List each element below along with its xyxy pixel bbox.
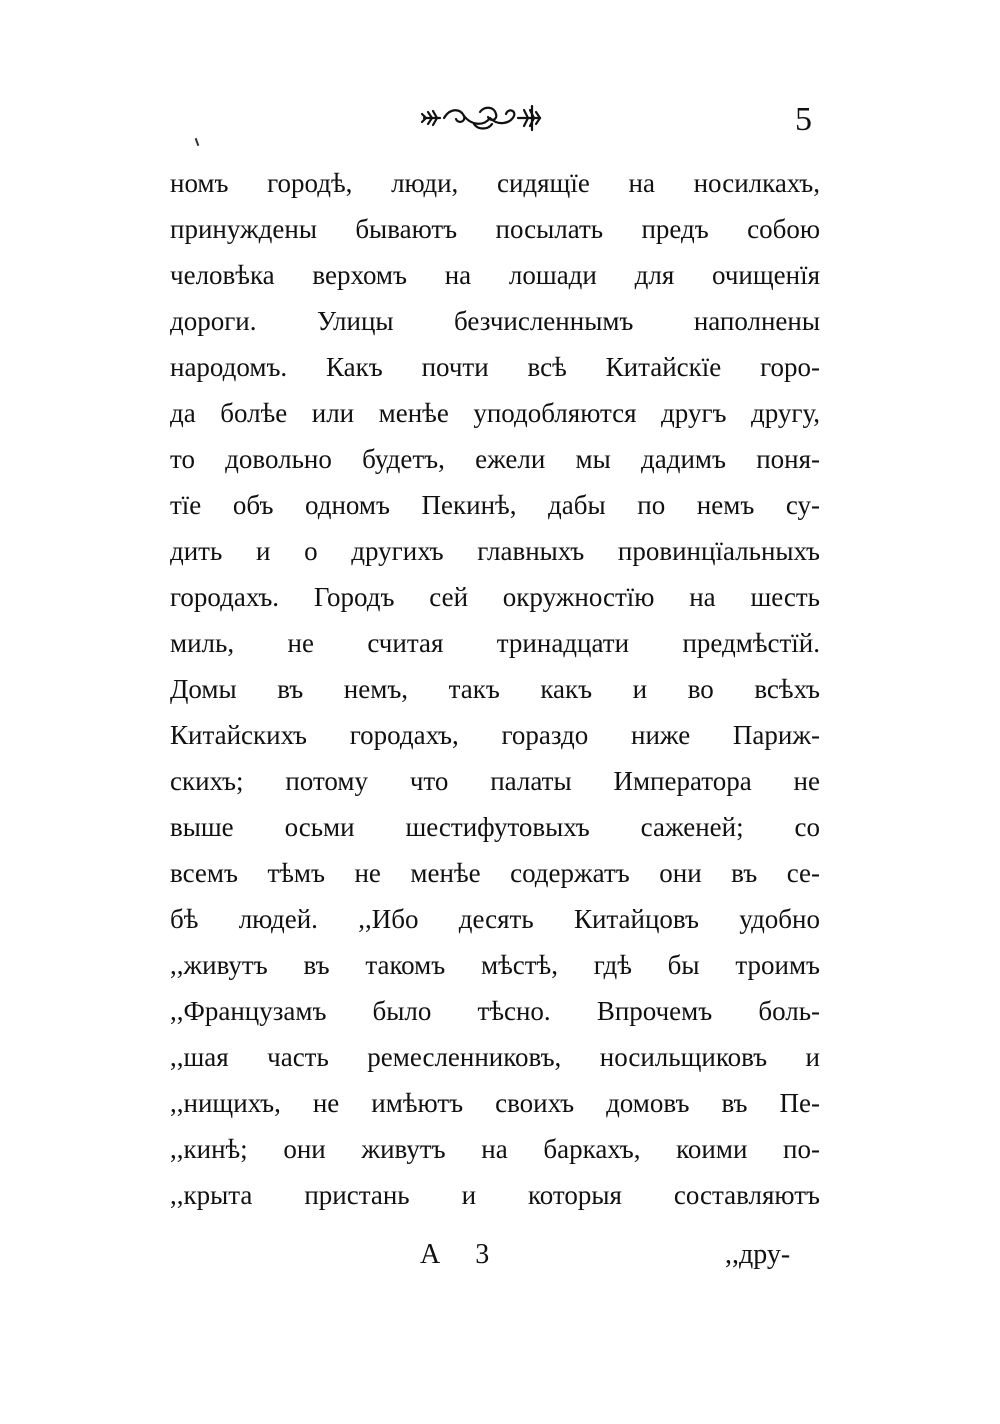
text-line: человѣка верхомъ на лошади для очищенïя [170,260,820,290]
text-line: всемъ тѣмъ не менѣе содержатъ они въ се- [170,858,820,888]
text-line: миль, не считая тринадцати предмѣстïй. [170,628,820,658]
text-line: ,,живутъ въ такомъ мѣстѣ, гдѣ бы троимъ [170,950,820,980]
page-footer [0,1232,1000,1278]
text-line: номъ городѣ, люди, сидящïе на носилкахъ, [170,168,820,198]
text-line: ,,нищихъ, не имѣютъ своихъ домовъ въ Пе- [170,1088,820,1118]
ink-speck [195,138,200,146]
text-line: скихъ; потому что палаты Императора не [170,766,820,796]
text-line: ,,шая часть ремесленниковъ, носильщиковъ и [170,1042,820,1072]
page-number: 5 [795,101,812,138]
text-line: выше осьми шестифутовыхъ саженей; со [170,812,820,842]
text-line: тïе объ одномъ Пекинѣ, дабы по немъ су- [170,490,820,520]
text-line: то довольно будетъ, ежели мы дадимъ поня- [170,444,820,474]
catchword: ,,дру- [725,1239,791,1270]
text-line: народомъ. Какъ почти всѣ Китайскïе горо- [170,352,820,382]
text-line: ,,Французамъ было тѣсно. Впрочемъ боль- [170,996,820,1026]
body-text [170,160,820,1218]
text-line: Китайскихъ городахъ, гораздо ниже Париж- [170,720,820,750]
text-line: ,,крыта пристань и которыя составляютъ [170,1180,820,1210]
signature-mark: А 3 [420,1239,504,1270]
text-line: дороги. Улицы безчисленнымъ наполнены [170,306,820,336]
text-line: принуждены бываютъ посылать предъ собою [170,214,820,244]
text-line: городахъ. Городъ сей окружностïю на шесть [170,582,820,612]
text-line: бѣ людей. ,,Ибо десять Китайцовъ удобно [170,904,820,934]
text-line: дить и о другихъ главныхъ провинцïальныхъ [170,536,820,566]
text-line: да болѣе или менѣе уподобляются другъ другу, [170,398,820,428]
text-line: ,,кинѣ; они живутъ на баркахъ, коими по- [170,1134,820,1164]
text-line: Домы въ немъ, такъ какъ и во всѣхъ [170,674,820,704]
floral-ornament-icon [420,100,546,136]
